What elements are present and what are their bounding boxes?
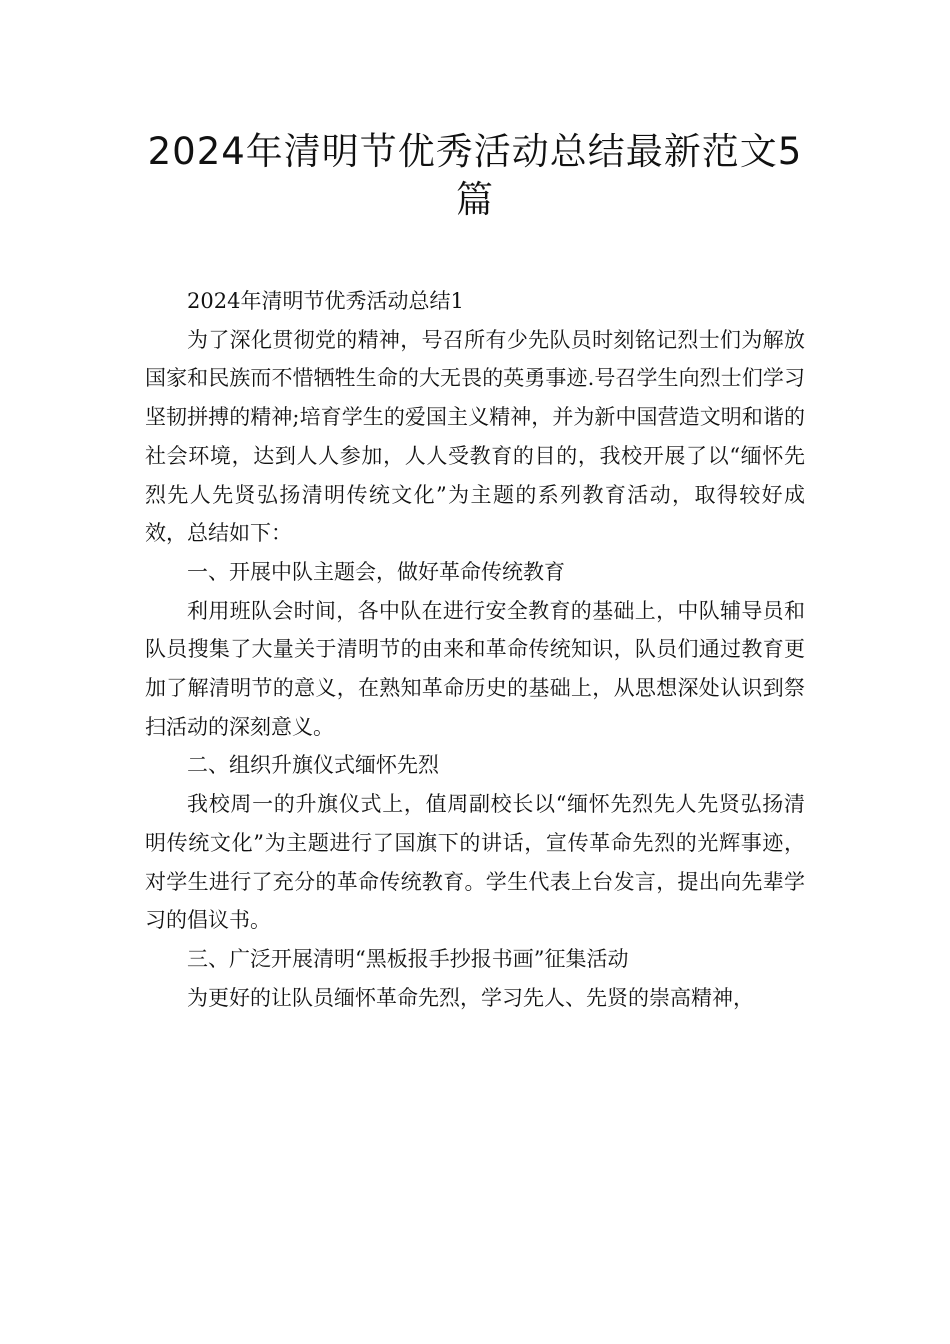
paragraph-one: 利用班队会时间，各中队在进行安全教育的基础上，中队辅导员和队员搜集了大量关于清明节的由来和革命传统知识，队员们通过教育更加了解清明节的意义，在熟知革命历史的基础上，从思想深处认识到祭扫活动的深刻意义。 (145, 598, 805, 739)
document-title: 2024年清明节优秀活动总结最新范文5篇 (147, 130, 803, 221)
paragraph-two: 我校周一的升旗仪式上，值周副校长以“缅怀先烈先人先贤弘扬清明传统文化”为主题进行了国旗下的讲话，宣传革命先烈的光辉事迹，对学生进行了充分的革命传统教育。学生代表上台发言，提出向先辈学习的倡议书。 (145, 792, 805, 933)
heading-one: 一、开展中队主题会，做好革命传统教育 (187, 559, 565, 584)
heading-three: 三、广泛开展清明“黑板报手抄报书画”征集活动 (187, 946, 629, 971)
heading-two: 二、组织升旗仪式缅怀先烈 (187, 753, 439, 778)
paragraph-three: 为更好的让队员缅怀革命先烈，学习先人、先贤的崇高精神， (187, 985, 754, 1010)
document-body (145, 282, 805, 1017)
section-title: 2024年清明节优秀活动总结1 (187, 289, 464, 313)
paragraph-intro: 为了深化贯彻党的精神，号召所有少先队员时刻铭记烈士们为解放国家和民族而不惜牺牲生命的大无畏的英勇事迹.号召学生向烈士们学习坚韧拼搏的精神;培育学生的爱国主义精神，并为新中国营造文明和谐的社会环境，达到人人参加，人人受教育的目的，我校开展了以“缅怀先烈先人先贤弘扬清明传统文化”为主题的系列教育活动，取得较好成效，总结如下： (145, 327, 805, 546)
